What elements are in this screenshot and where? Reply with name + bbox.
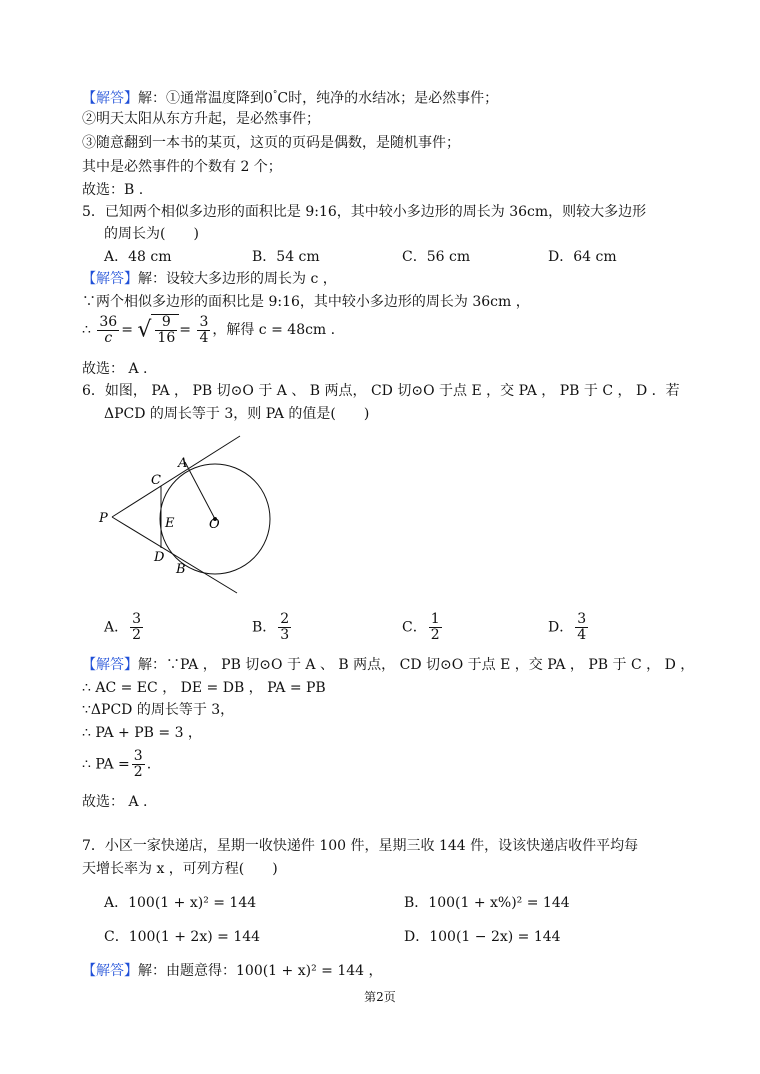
q7-option-d: D．100(1 − 2x) = 144 — [404, 929, 561, 945]
q5-stem-line2: 的周长为( ) — [104, 226, 199, 242]
q6-option-a: A． $\frac{3}{2}$ — [104, 611, 142, 643]
q7-stem-line1: 7．小区一家快递店，星期一收快递件 100 件，星期三收 144 件，设该快递店收件平均每 — [82, 838, 639, 854]
label-d: D — [154, 550, 165, 565]
q6-option-d: D． $\frac{3}{4}$ — [548, 611, 587, 643]
q6-stem-line2: ΔPCD 的周长等于 3，则 PA 的值是( ) — [104, 406, 370, 422]
label-e: E — [165, 516, 175, 531]
q7-stem-line2: 天增长率为 x ，可列方程( ) — [82, 861, 278, 877]
label-b: B — [176, 562, 186, 577]
tangent-line-pa — [112, 436, 240, 517]
q5-option-a: A．48 cm — [104, 249, 172, 265]
q6-answer: 故选： A . — [82, 794, 148, 810]
q6-option-b: B． $\frac{2}{3}$ — [252, 611, 290, 643]
q6-stem-line1: 6．如图， PA ， PB 切⊙O 于 A 、 B 两点， CD 切⊙O 于点 E ，交 PA ， PB 于 C ， D ．若 — [82, 383, 680, 399]
q6-sol-line1: 【解答】解：∵PA ， PB 切⊙O 于 A 、 B 两点， CD 切⊙O 于点 E ，交 PA ， PB 于 C ， D ， — [82, 657, 695, 673]
q7-sol-line1: 【解答】解：由题意得：100(1 + x)² = 144 ， — [82, 963, 383, 979]
q4-sol-line2: ②明天太阳从东方升起，是必然事件； — [82, 111, 320, 127]
q6-option-c: C． $\frac{1}{2}$ — [402, 611, 440, 643]
q5-sol-line2: ∵两个相似多边形的面积比是 9:16，其中较小多边形的周长为 36cm ， — [82, 294, 530, 310]
q4-sol-line1: 【解答】解：①通常温度降到0°C时，纯净的水结冰；是必然事件； — [82, 90, 499, 107]
q5-sol-line3: ∴ $\frac{36}{c}$ = √ $\frac{9}{16}$ = $\frac{3}{4}$ ，解得 c = 48cm . — [82, 313, 336, 346]
q4-answer: 故选：B . — [82, 182, 144, 198]
q4-sol-line3: ③随意翻到一本书的某页，这页的页码是偶数，是随机事件； — [82, 135, 460, 151]
q5-option-d: D．64 cm — [548, 249, 617, 265]
label-p: P — [99, 511, 108, 526]
q6-sol-line4: ∴ PA + PB = 3 ， — [82, 725, 202, 741]
q6-sol-line2: ∴ AC = EC ， DE = DB ， PA = PB — [82, 680, 326, 696]
q6-sol-line3: ∵ΔPCD 的周长等于 3， — [82, 702, 235, 718]
fraction-36-over-c: $\frac{36}{c}$ — [99, 313, 118, 346]
label-c: C — [151, 473, 161, 488]
sqrt-9-over-16: √ $\frac{9}{16}$ — [137, 314, 179, 346]
q5-option-b: B．54 cm — [252, 249, 320, 265]
tangent-circle-figure — [90, 430, 290, 605]
q5-answer: 故选： A . — [82, 361, 148, 377]
q4-sol-line4: 其中是必然事件的个数有 2 个； — [82, 159, 282, 175]
label-a: A — [178, 456, 188, 471]
q7-option-a: A．100(1 + x)² = 144 — [104, 895, 257, 911]
q7-option-c: C．100(1 + 2x) = 144 — [104, 929, 261, 945]
label-o: O — [209, 517, 220, 532]
page-number: 第2页 — [364, 990, 396, 1004]
fraction-3-over-4: $\frac{3}{4}$ — [199, 313, 209, 346]
q6-sol-line5: ∴ PA = $\frac{3}{2}$ . — [82, 748, 152, 780]
segment-oa — [185, 462, 215, 519]
q5-stem-line1: 5．已知两个相似多边形的面积比是 9:16，其中较小多边形的周长为 36cm，则较大多边形 — [82, 204, 647, 220]
q5-sol-line1: 【解答】解：设较大多边形的周长为 c ， — [82, 271, 337, 287]
q7-option-b: B．100(1 + x%)² = 144 — [404, 895, 570, 911]
answer-tag: 【解答】 — [82, 90, 138, 107]
q5-option-c: C．56 cm — [402, 249, 471, 265]
